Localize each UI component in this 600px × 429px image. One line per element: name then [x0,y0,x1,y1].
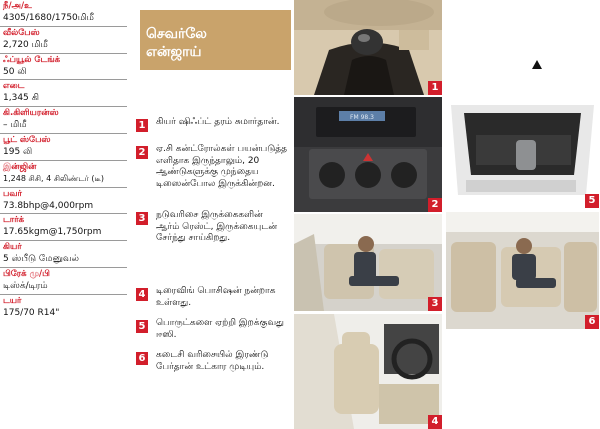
spec-value: 4305/1680/1750மிமீ [3,13,94,23]
photo-number-badge: 4 [428,415,442,429]
dashboard-illustration [294,97,442,212]
spec-row-boot-space [0,134,127,161]
spec-value: 1,248 சிசி, 4 சிலிண்டர் (டீ) [3,173,104,183]
gear-lever-illustration [294,0,442,95]
spec-value: டிஸ்க்/டிரம் [3,280,48,291]
spec-value: 1,345 கி [3,93,39,104]
spec-value: 5 ஸ்பீடு மேனுவல் [3,254,80,265]
note-text: நடுவரிசை இருக்கைகளின் ஆர்ம் ரெஸ்ட், இருக்கையுடன் சேர்ந்து சாய்கிறது. [156,210,278,243]
last-row-illustration [446,212,599,329]
photo-middle-row [294,214,442,311]
note-number: 6 [136,352,148,365]
photo-number-badge: 6 [585,315,599,329]
spec-value: 2,720 மிமீ [3,39,48,50]
photo-number-badge: 3 [428,297,442,311]
spec-label: இன்ஜின் [3,161,37,172]
photo-driving-position [294,314,442,429]
spec-value: 175/70 R14" [3,307,60,318]
note-number: 1 [136,119,148,132]
spec-label: பவர் [3,188,22,199]
spec-row-ground-clearance [0,107,127,134]
article-title-make: செவர்லே [146,26,207,42]
spec-row-fuel-tank [0,54,127,81]
middle-row-illustration [294,214,442,311]
note-text: ஏ.சி கன்ட்ரோல்கள் பயன்படுத்த எளிதாக இருந்தாலும், 20 ஆண்டுகளுக்கு முந்தைய டிஸைன்போல இருக்கின்றன. [156,144,287,189]
note-text: கியர் ஷிஃப்ட் தரம் சுமார்தான். [156,117,280,127]
spec-value: 17.65kgm@1,750rpm [3,227,102,238]
note-text: பொருட்களை ஏற்றி இறக்குவது ஈஸி. [156,318,284,340]
spec-label: கி.கிளியரன்ஸ் [3,108,59,119]
spec-table [0,0,127,429]
photo-number-badge: 1 [428,81,442,95]
note-number: 2 [136,146,148,159]
article-title-box [140,10,291,70]
spec-label: பூட் ஸ்பேஸ் [3,134,51,145]
spec-row-engine [0,161,127,188]
spec-row-gearbox [0,241,127,268]
spec-row-dimensions [0,0,127,27]
photo-number-badge: 5 [585,194,599,208]
driving-position-illustration [294,314,442,429]
article-title-model: என்ஜாய் [146,44,202,60]
photo-last-row [446,212,599,329]
spec-value: – மிமீ [3,120,27,131]
photo-boot [446,95,599,208]
spec-label: டயர் [3,295,22,306]
spec-row-torque [0,214,127,241]
spec-value: 195 லி [3,146,33,157]
photo-number-badge: 2 [428,198,442,212]
spec-row-weight [0,80,127,107]
boot-illustration [446,95,599,208]
note-number: 3 [136,212,148,225]
spec-label: பிரேக் மு/பி [3,268,50,279]
spec-label: நீ/அ/உ [3,1,32,11]
spec-row-tyre [0,295,127,322]
spec-row-power [0,188,127,215]
spec-label: எடை [3,81,25,92]
note-number: 5 [136,320,148,333]
radio-display-text: FM 98.3 [350,114,374,121]
spec-label: டார்க் [3,215,25,226]
note-text: டிரைவிங் பொசிஷன் நன்றாக உள்ளது. [156,286,276,308]
photo-ac-controls [294,97,442,212]
note-number: 4 [136,288,148,301]
triangle-marker-icon [532,60,542,69]
photo-gear-lever [294,0,442,95]
spec-value: 50 லி [3,66,27,77]
spec-row-wheelbase [0,27,127,54]
spec-label: ஃப்யூல் டேங்க் [3,54,61,65]
spec-label: கியர் [3,242,22,253]
spec-row-brakes [0,268,127,295]
spec-value: 73.8bhp@4,000rpm [3,200,94,211]
note-text: கடைசி வரிசையில் இரண்டு பேர்தான் உட்கார முடியும். [156,350,269,372]
spec-label: வீல்பேஸ் [3,27,40,38]
